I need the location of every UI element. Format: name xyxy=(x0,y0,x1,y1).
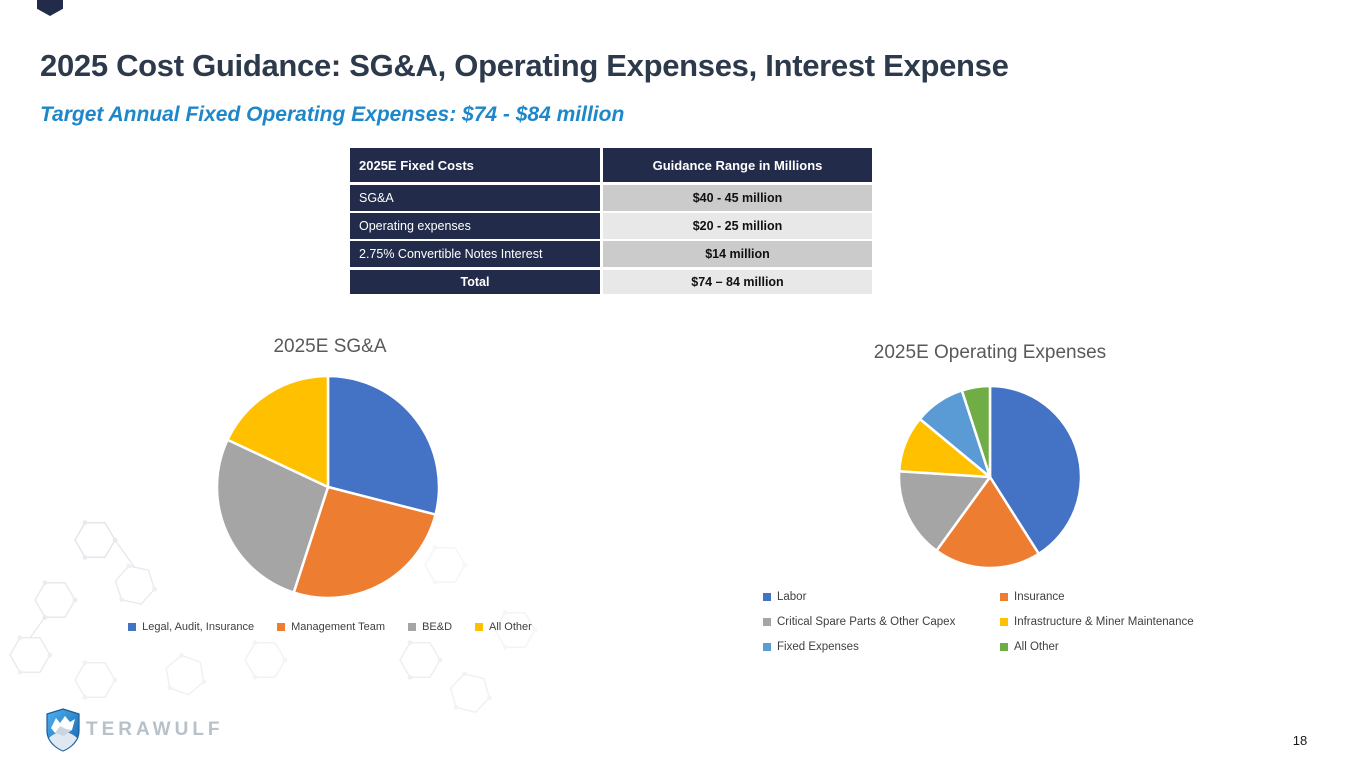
legend-swatch xyxy=(763,643,771,651)
legend-swatch xyxy=(1000,618,1008,626)
legend-item xyxy=(1000,591,1194,603)
terawulf-logo-text: TERAWULF xyxy=(86,719,224,740)
row-value: $40 - 45 million xyxy=(603,185,872,211)
table-header-guidance-range: Guidance Range in Millions xyxy=(603,148,872,182)
legend-swatch xyxy=(277,623,285,631)
legend-label: All Other xyxy=(1014,641,1059,653)
sga-pie-title: 2025E SG&A xyxy=(273,336,387,357)
terawulf-shield-icon xyxy=(46,708,80,752)
legend-label: Critical Spare Parts & Other Capex xyxy=(777,616,956,628)
legend-label: All Other xyxy=(489,621,532,633)
page-title: 2025 Cost Guidance: SG&A, Operating Expenses, Interest Expense xyxy=(40,48,1009,83)
total-value: $74 – 84 million xyxy=(603,270,872,294)
opex-pie-legend xyxy=(763,591,1194,653)
table-header-fixed-costs: 2025E Fixed Costs xyxy=(350,148,600,182)
terawulf-logo xyxy=(46,708,224,752)
legend-item xyxy=(1000,641,1194,653)
legend-label: Infrastructure & Miner Maintenance xyxy=(1014,616,1194,628)
row-value: $14 million xyxy=(603,241,872,267)
legend-item xyxy=(1000,616,1194,628)
legend-label: BE&D xyxy=(422,621,453,633)
table-row xyxy=(350,241,872,267)
legend-item xyxy=(763,591,1000,603)
opex-pie-title: 2025E Operating Expenses xyxy=(873,342,1107,363)
legend-item xyxy=(763,641,1000,653)
corner-ribbon-decoration xyxy=(37,0,63,16)
row-label: Operating expenses xyxy=(350,213,600,239)
legend-item xyxy=(408,621,452,633)
page-number: 18 xyxy=(1292,733,1308,748)
fixed-costs-table xyxy=(350,148,872,296)
row-label: SG&A xyxy=(350,185,600,211)
legend-item xyxy=(277,621,385,633)
sga-pie-chart xyxy=(215,374,441,600)
legend-swatch xyxy=(1000,593,1008,601)
table-header-row xyxy=(350,148,872,182)
legend-swatch xyxy=(408,623,416,631)
row-value: $20 - 25 million xyxy=(603,213,872,239)
table-row xyxy=(350,185,872,211)
legend-swatch xyxy=(763,618,771,626)
total-label: Total xyxy=(350,270,600,294)
legend-label: Insurance xyxy=(1014,591,1065,603)
legend-item xyxy=(475,621,532,633)
legend-label: Fixed Expenses xyxy=(777,641,859,653)
row-label: 2.75% Convertible Notes Interest xyxy=(350,241,600,267)
legend-label: Management Team xyxy=(291,621,386,633)
legend-swatch xyxy=(1000,643,1008,651)
legend-swatch xyxy=(763,593,771,601)
legend-item xyxy=(128,621,254,633)
legend-item xyxy=(763,616,1000,628)
opex-pie-chart xyxy=(897,384,1083,570)
table-row xyxy=(350,213,872,239)
legend-swatch xyxy=(128,623,136,631)
page-subtitle: Target Annual Fixed Operating Expenses: $74 - $84 million xyxy=(40,103,625,126)
legend-label: Legal, Audit, Insurance xyxy=(142,621,255,633)
sga-pie-legend xyxy=(95,621,565,633)
legend-label: Labor xyxy=(777,591,807,603)
legend-swatch xyxy=(475,623,483,631)
table-total-row xyxy=(350,270,872,294)
